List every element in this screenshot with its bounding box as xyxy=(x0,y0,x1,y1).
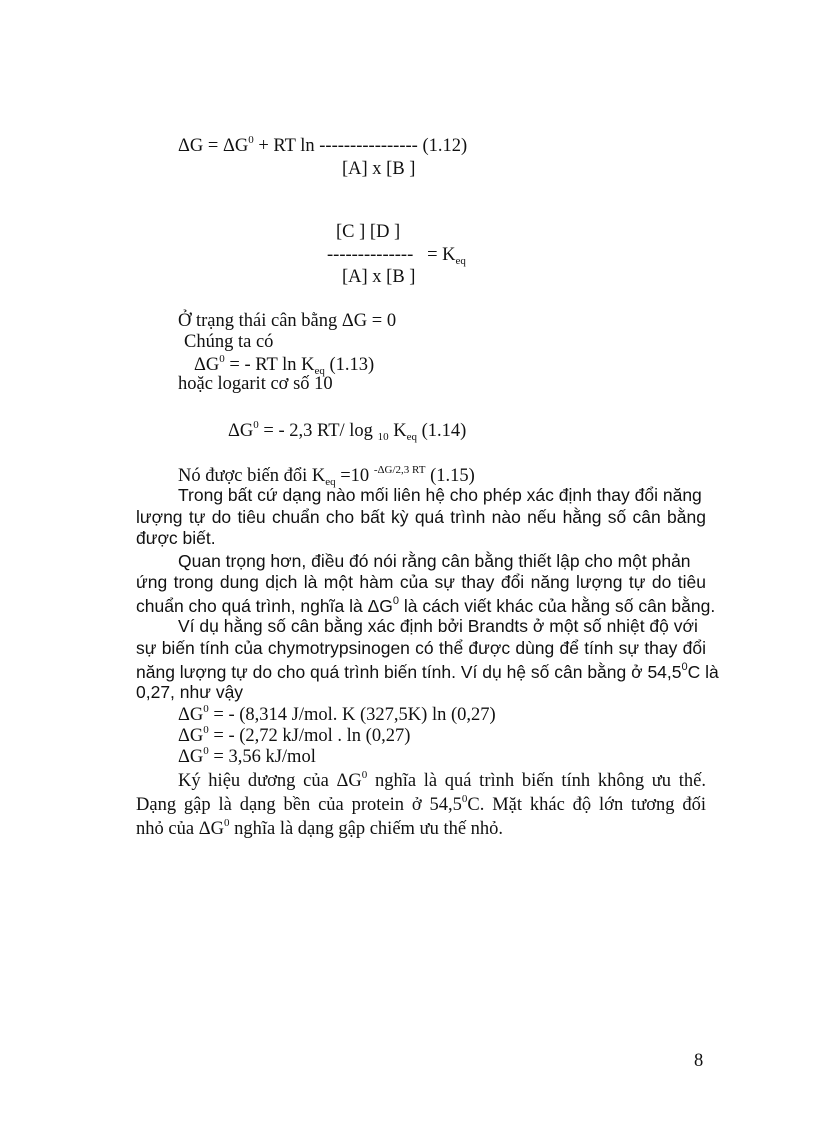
paragraph-4-line-2: Dạng gập là dạng bền của protein ở 54,5$^0$C. Mặt khác độ lớn tương đối xyxy=(136,793,706,815)
calc-line-1: $\Delta G^0$ = - (8,314 J/mol. K (327,5K) ln (0,27) xyxy=(178,703,496,725)
calc-line-2: $\Delta G^0$ = - (2,72 kJ/mol . ln (0,27) xyxy=(178,724,411,746)
keq-fraction-line: -------------- = $K_{eq}$ xyxy=(327,245,466,267)
paragraph-3-line-3: năng lượng tự do cho quá trình biến tính. Ví dụ hệ số cân bằng ở 54,5$^0$C là xyxy=(136,661,719,682)
equation-1-12-denominator: [A] x [B ] xyxy=(342,159,416,179)
keq-denominator: [A] x [B ] xyxy=(342,267,416,287)
equation-1-14: $\Delta G^0$ = - 2,3 RT/ log $_{10}$ $K_{eq}$ (1.14) xyxy=(228,419,467,443)
paragraph-3-line-2: sự biến tính của chymotrypsinogen có thể được dùng để tính sự thay đổi xyxy=(136,638,706,658)
page-number: 8 xyxy=(694,1051,704,1071)
paragraph-1-line-2: lượng tự do tiêu chuẩn cho bất kỳ quá trình nào nếu hằng số cân bằng xyxy=(136,507,706,527)
equilibrium-statement: Ở trạng thái cân bằng ΔG = 0 xyxy=(178,311,397,331)
paragraph-3-line-1: Ví dụ hằng số cân bằng xác định bởi Brandts ở một số nhiệt độ với xyxy=(178,616,698,636)
paragraph-2-line-1: Quan trọng hơn, điều đó nói rằng cân bằng thiết lập cho một phản xyxy=(178,551,691,571)
paragraph-1-line-1: Trong bất cứ dạng nào mối liên hệ cho phép xác định thay đổi năng xyxy=(178,485,702,505)
paragraph-1-line-3: được biết. xyxy=(136,528,216,548)
chung-ta-co: Chúng ta có xyxy=(184,332,274,352)
equation-1-15: Nó được biến đổi $K_{eq} =10$ $^{-\Delta G/2,3 RT}$ (1.15) xyxy=(178,464,475,488)
paragraph-2-line-2: ứng trong dung dịch là một hàm của sự thay đổi năng lượng tự do tiêu xyxy=(136,572,706,592)
paragraph-4-line-3: nhỏ của $\Delta G^0$ nghĩa là dạng gập chiếm ưu thế nhỏ. xyxy=(136,817,504,839)
equation-1-13: $\Delta G^0$ = - RT $\ln K_{eq}$ (1.13) xyxy=(194,353,375,377)
keq-numerator: [C ] [D ] xyxy=(336,222,401,242)
paragraph-2-line-3: chuẩn cho quá trình, nghĩa là $\Delta G^0$ là cách viết khác của hằng số cân bằng. xyxy=(136,595,716,616)
calc-line-3: $\Delta G^0 = 3,56$ kJ/mol xyxy=(178,745,316,767)
paragraph-4-line-1: Ký hiệu dương của $\Delta G^0$ nghĩa là quá trình biến tính không ưu thế. xyxy=(178,769,706,791)
equation-1-12: $\Delta G = \Delta G^0$ + RT ln ---------------- (1.12) xyxy=(178,134,468,156)
log-base-10-line: hoặc logarit cơ số 10 xyxy=(178,374,333,394)
paragraph-3-line-4: 0,27, như vậy xyxy=(136,682,244,702)
